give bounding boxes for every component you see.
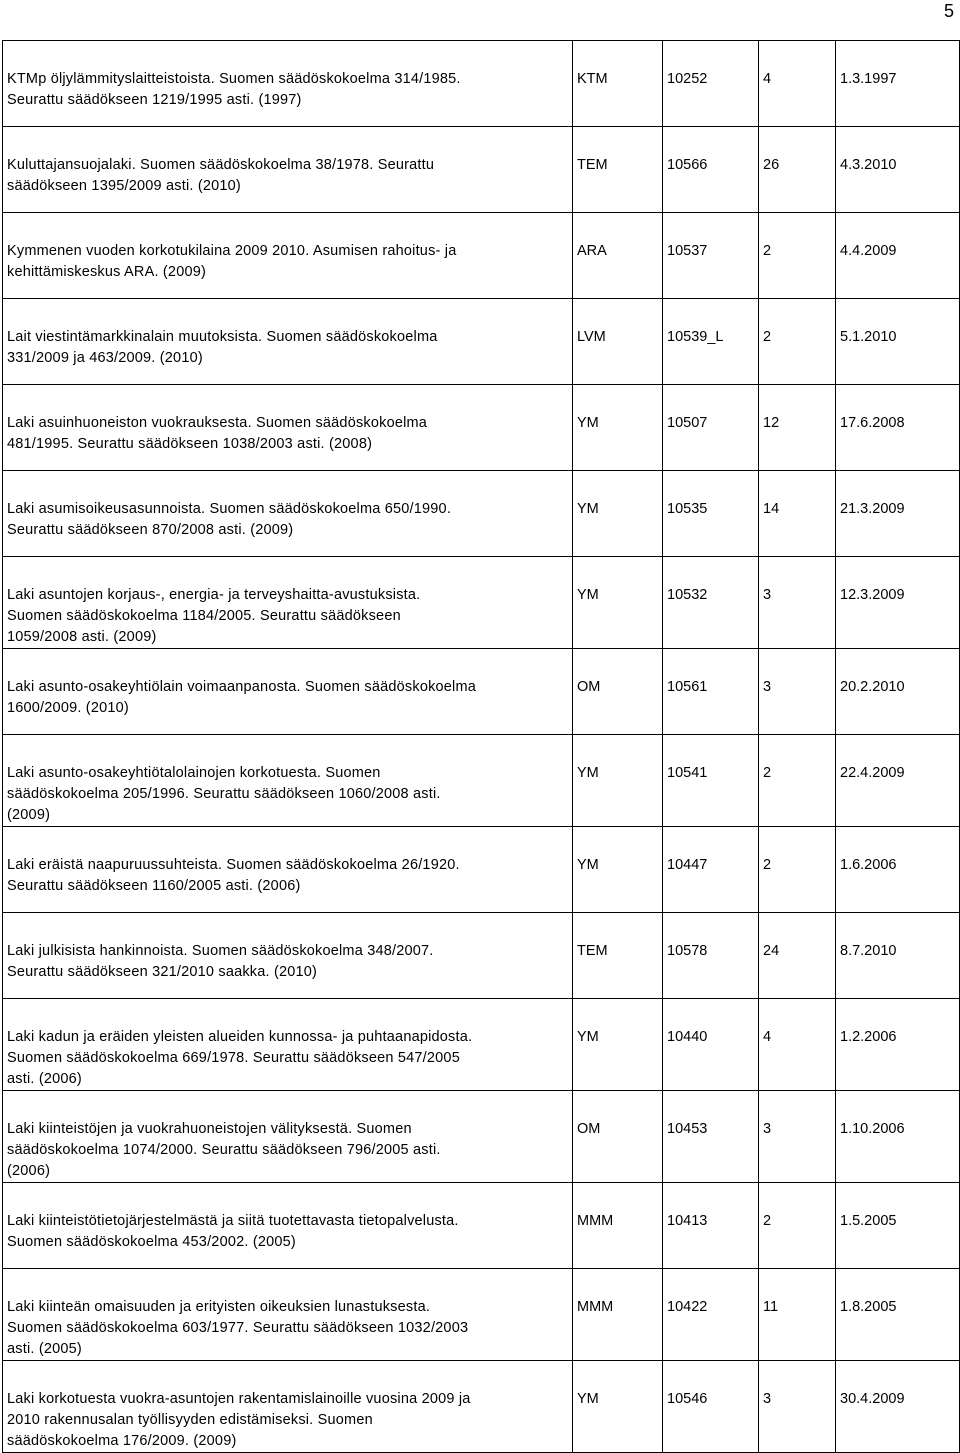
count-cell: 4 [759, 999, 836, 1091]
count-cell: 2 [759, 827, 836, 913]
description-line: 2010 rakennusalan työllisyyden edistämiseksi. Suomen [7, 1412, 373, 1428]
description-line: asti. (2005) [7, 1341, 82, 1357]
description-line: Lait viestintämarkkinalain muutoksista. Suomen säädöskokoelma [7, 329, 438, 345]
date-cell: 4.4.2009 [836, 213, 960, 299]
date-cell: 1.2.2006 [836, 999, 960, 1091]
table-row [3, 127, 960, 213]
description-cell [3, 385, 573, 471]
description-line: Seurattu säädökseen 1219/1995 asti. (1997) [7, 92, 302, 108]
code-cell: 10541 [663, 735, 759, 827]
date-cell: 1.5.2005 [836, 1183, 960, 1269]
code-cell: 10578 [663, 913, 759, 999]
table-row [3, 299, 960, 385]
description-line: Laki kiinteistöjen ja vuokrahuoneistojen välityksestä. Suomen [7, 1121, 412, 1137]
code-cell: 10453 [663, 1091, 759, 1183]
description-line: KTMp öljylämmityslaitteistoista. Suomen säädöskokoelma 314/1985. [7, 71, 461, 87]
description-line: Laki asunto-osakeyhtiötalolainojen korkotuesta. Suomen [7, 765, 381, 781]
table-row [3, 735, 960, 827]
description-cell [3, 1269, 573, 1361]
count-cell: 3 [759, 1091, 836, 1183]
date-cell: 12.3.2009 [836, 557, 960, 649]
description-cell [3, 41, 573, 127]
description-line: asti. (2006) [7, 1071, 82, 1087]
description-line: (2006) [7, 1163, 51, 1179]
description-cell [3, 1091, 573, 1183]
description-line: Suomen säädöskokoelma 1184/2005. Seurattu säädökseen [7, 608, 401, 624]
ministry-cell: YM [573, 735, 663, 827]
ministry-cell: ARA [573, 213, 663, 299]
count-cell: 11 [759, 1269, 836, 1361]
ministry-cell: OM [573, 1091, 663, 1183]
code-cell: 10566 [663, 127, 759, 213]
table-row [3, 385, 960, 471]
date-cell: 30.4.2009 [836, 1361, 960, 1453]
description-line: Kuluttajansuojalaki. Suomen säädöskokoelma 38/1978. Seurattu [7, 157, 435, 173]
table-row [3, 827, 960, 913]
ministry-cell: MMM [573, 1183, 663, 1269]
ministry-cell: YM [573, 999, 663, 1091]
description-line: Seurattu säädökseen 1160/2005 asti. (2006) [7, 878, 301, 894]
date-cell: 20.2.2010 [836, 649, 960, 735]
description-line: Laki korkotuesta vuokra-asuntojen rakentamislainoille vuosina 2009 ja [7, 1391, 471, 1407]
description-line: Laki kiinteistötietojärjestelmästä ja siitä tuotettavasta tietopalvelusta. [7, 1213, 459, 1229]
date-cell: 8.7.2010 [836, 913, 960, 999]
description-line: säädöskokoelma 1074/2000. Seurattu säädökseen 796/2005 asti. [7, 1142, 441, 1158]
ministry-cell: YM [573, 1361, 663, 1453]
description-line: säädöskokoelma 205/1996. Seurattu säädökseen 1060/2008 asti. [7, 786, 441, 802]
table-row [3, 471, 960, 557]
date-cell: 21.3.2009 [836, 471, 960, 557]
description-line: 481/1995. Seurattu säädökseen 1038/2003 asti. (2008) [7, 436, 373, 452]
page-number: 5 [943, 1, 954, 21]
code-cell: 10413 [663, 1183, 759, 1269]
count-cell: 4 [759, 41, 836, 127]
description-line: Laki kadun ja eräiden yleisten alueiden kunnossa- ja puhtaanapidosta. [7, 1029, 473, 1045]
code-cell: 10537 [663, 213, 759, 299]
date-cell: 4.3.2010 [836, 127, 960, 213]
table-row [3, 913, 960, 999]
description-cell [3, 299, 573, 385]
date-cell: 5.1.2010 [836, 299, 960, 385]
count-cell: 3 [759, 649, 836, 735]
table-row [3, 1183, 960, 1269]
description-cell [3, 827, 573, 913]
regulation-table-body [3, 41, 960, 1453]
description-cell [3, 1361, 573, 1453]
code-cell: 10539_L [663, 299, 759, 385]
date-cell: 1.8.2005 [836, 1269, 960, 1361]
date-cell: 1.3.1997 [836, 41, 960, 127]
date-cell: 1.10.2006 [836, 1091, 960, 1183]
description-cell [3, 913, 573, 999]
table-row [3, 649, 960, 735]
date-cell: 22.4.2009 [836, 735, 960, 827]
table-row [3, 1361, 960, 1453]
description-line: kehittämiskeskus ARA. (2009) [7, 264, 207, 280]
description-line: Laki julkisista hankinnoista. Suomen säädöskokoelma 348/2007. [7, 943, 434, 959]
code-cell: 10440 [663, 999, 759, 1091]
code-cell: 10252 [663, 41, 759, 127]
code-cell: 10561 [663, 649, 759, 735]
date-cell: 1.6.2006 [836, 827, 960, 913]
description-line: Suomen säädöskokoelma 603/1977. Seurattu säädökseen 1032/2003 [7, 1320, 469, 1336]
table-row [3, 41, 960, 127]
code-cell: 10532 [663, 557, 759, 649]
ministry-cell: LVM [573, 299, 663, 385]
count-cell: 2 [759, 299, 836, 385]
ministry-cell: MMM [573, 1269, 663, 1361]
description-line: (2009) [7, 807, 51, 823]
description-cell [3, 735, 573, 827]
description-line: Laki asuinhuoneiston vuokrauksesta. Suomen säädöskokoelma [7, 415, 428, 431]
table-row [3, 213, 960, 299]
count-cell: 12 [759, 385, 836, 471]
description-cell [3, 999, 573, 1091]
ministry-cell: YM [573, 385, 663, 471]
table-row [3, 1091, 960, 1183]
count-cell: 3 [759, 1361, 836, 1453]
count-cell: 26 [759, 127, 836, 213]
count-cell: 2 [759, 213, 836, 299]
date-cell: 17.6.2008 [836, 385, 960, 471]
description-line: Seurattu säädökseen 321/2010 saakka. (2010) [7, 964, 318, 980]
table-row [3, 557, 960, 649]
description-line: Laki asuntojen korjaus-, energia- ja terveyshaitta-avustuksista. [7, 587, 421, 603]
description-line: säädöskokoelma 176/2009. (2009) [7, 1433, 237, 1449]
regulation-table [2, 40, 960, 1453]
description-line: Laki asumisoikeusasunnoista. Suomen säädöskokoelma 650/1990. [7, 501, 452, 517]
description-line: 331/2009 ja 463/2009. (2010) [7, 350, 203, 366]
description-cell [3, 557, 573, 649]
description-cell [3, 1183, 573, 1269]
description-cell [3, 213, 573, 299]
count-cell: 2 [759, 735, 836, 827]
description-line: Suomen säädöskokoelma 669/1978. Seurattu säädökseen 547/2005 [7, 1050, 460, 1066]
description-line: Laki eräistä naapuruussuhteista. Suomen säädöskokoelma 26/1920. [7, 857, 460, 873]
count-cell: 14 [759, 471, 836, 557]
code-cell: 10507 [663, 385, 759, 471]
description-cell [3, 471, 573, 557]
ministry-cell: YM [573, 827, 663, 913]
table-row [3, 999, 960, 1091]
description-line: Laki asunto-osakeyhtiölain voimaanpanosta. Suomen säädöskokoelma [7, 679, 477, 695]
code-cell: 10447 [663, 827, 759, 913]
description-line: säädökseen 1395/2009 asti. (2010) [7, 178, 241, 194]
description-cell [3, 127, 573, 213]
description-line: Kymmenen vuoden korkotukilaina 2009 2010. Asumisen rahoitus- ja [7, 243, 457, 259]
code-cell: 10546 [663, 1361, 759, 1453]
ministry-cell: YM [573, 557, 663, 649]
ministry-cell: OM [573, 649, 663, 735]
description-line: Suomen säädöskokoelma 453/2002. (2005) [7, 1234, 296, 1250]
description-line: Seurattu säädökseen 870/2008 asti. (2009) [7, 522, 294, 538]
code-cell: 10535 [663, 471, 759, 557]
count-cell: 2 [759, 1183, 836, 1269]
count-cell: 24 [759, 913, 836, 999]
table-row [3, 1269, 960, 1361]
count-cell: 3 [759, 557, 836, 649]
ministry-cell: YM [573, 471, 663, 557]
description-line: 1059/2008 asti. (2009) [7, 629, 157, 645]
description-line: 1600/2009. (2010) [7, 700, 129, 716]
ministry-cell: TEM [573, 127, 663, 213]
description-line: Laki kiinteän omaisuuden ja erityisten oikeuksien lunastuksesta. [7, 1299, 431, 1315]
ministry-cell: KTM [573, 41, 663, 127]
description-cell [3, 649, 573, 735]
code-cell: 10422 [663, 1269, 759, 1361]
ministry-cell: TEM [573, 913, 663, 999]
